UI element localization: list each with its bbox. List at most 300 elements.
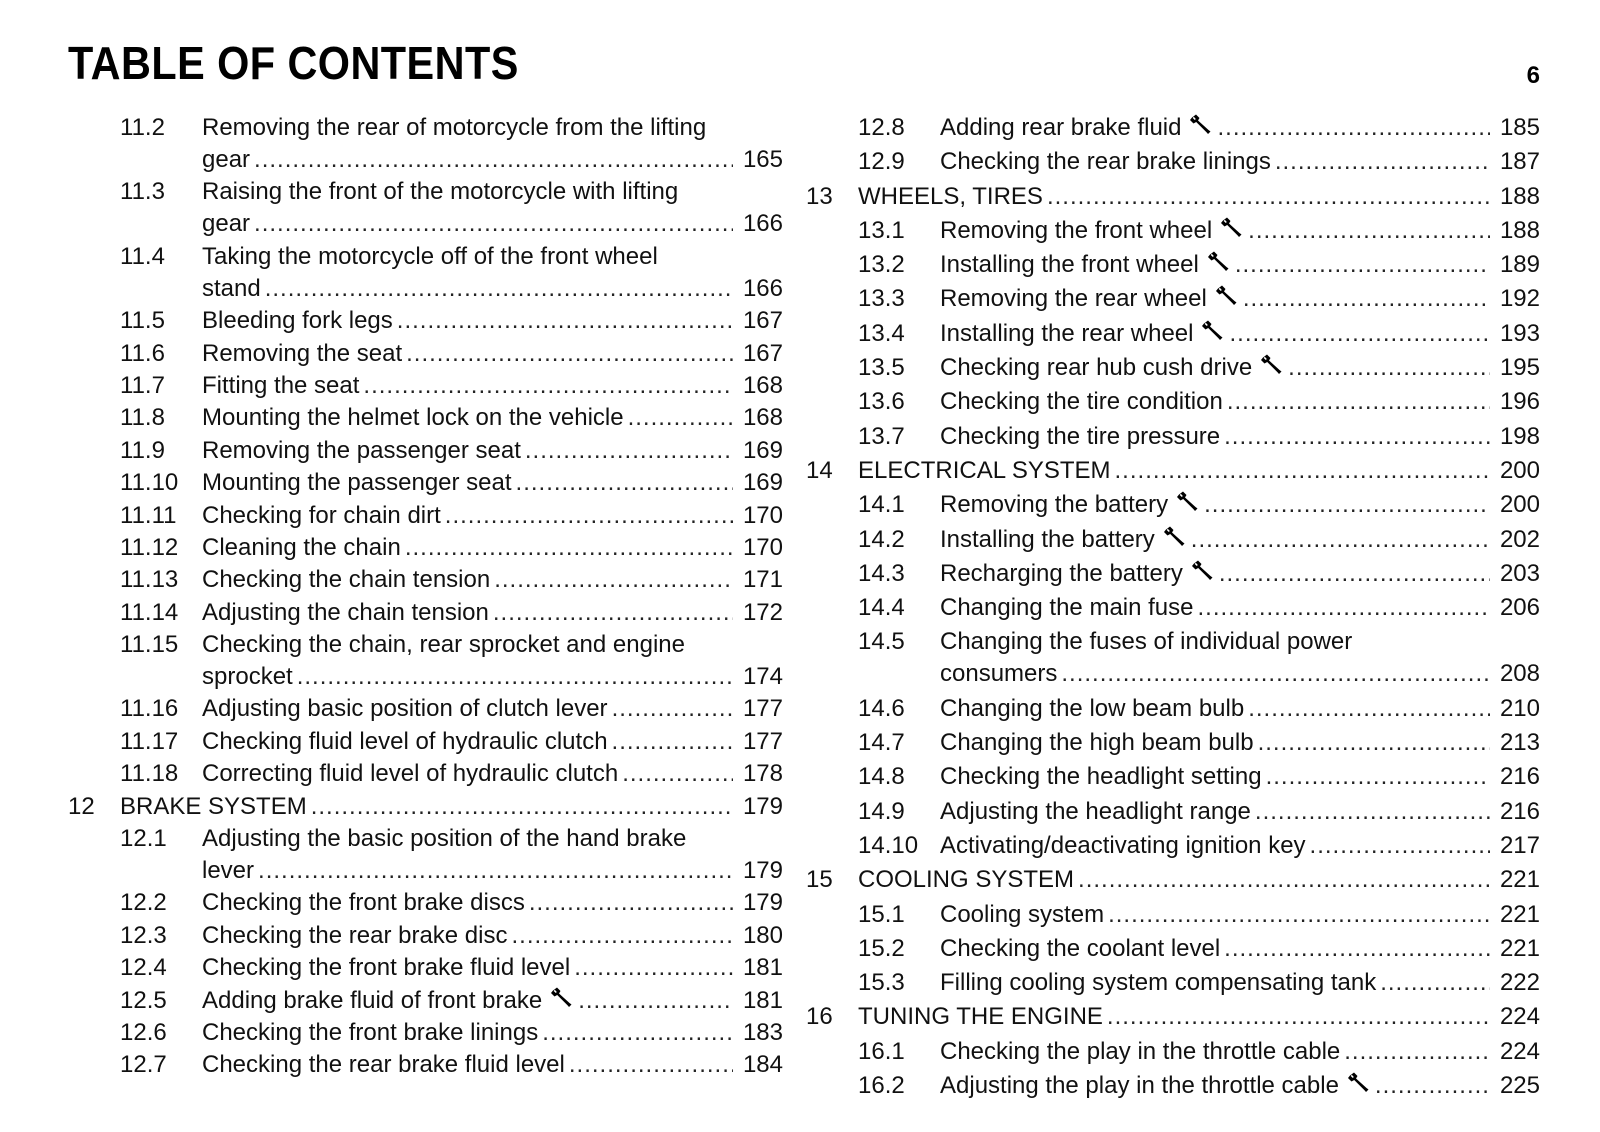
entry-title: Checking the play in the throttle cable: [940, 1037, 1341, 1065]
dot-leader: [1115, 455, 1490, 487]
dot-leader: [254, 208, 733, 240]
entry-page-number[interactable]: 169: [742, 469, 783, 497]
toc-section-entry[interactable]: [806, 796, 1540, 828]
entry-number: 12.8: [858, 114, 905, 141]
entry-body: [202, 823, 783, 887]
entry-page-number[interactable]: 198: [1499, 422, 1540, 450]
entry-number: 14.1: [858, 491, 905, 519]
entry-body: [940, 489, 1540, 521]
entry-page-number[interactable]: 187: [1499, 148, 1540, 176]
dot-leader: [1078, 864, 1490, 896]
entry-number: 13.4: [858, 319, 905, 347]
toc-section-entry[interactable]: [68, 500, 783, 532]
entry-body: [202, 532, 783, 564]
toc-section-entry[interactable]: [68, 338, 783, 370]
dot-leader: [529, 887, 733, 919]
entry-body: [202, 467, 783, 499]
toc-section-entry[interactable]: [806, 318, 1540, 350]
dot-leader: [254, 144, 733, 176]
entry-page-number[interactable]: 202: [1499, 525, 1540, 553]
entry-page-number[interactable]: 168: [742, 371, 783, 399]
entry-page-number[interactable]: 200: [1499, 456, 1540, 484]
entry-body: [202, 597, 783, 629]
entry-title: Correcting fluid level of hydraulic clutch: [202, 760, 619, 788]
toc-section-entry[interactable]: [806, 1036, 1540, 1068]
entry-page-number[interactable]: 224: [1499, 1003, 1540, 1031]
toc-section-entry[interactable]: [68, 467, 783, 499]
entry-line: [940, 626, 1540, 658]
entry-number: 11.11: [120, 501, 177, 529]
toc-section-entry[interactable]: [68, 241, 783, 305]
entry-page-number[interactable]: 216: [1499, 797, 1540, 825]
toc-section-entry[interactable]: [806, 146, 1540, 178]
entry-title: Removing the battery: [940, 491, 1169, 519]
entry-title: Changing the low beam bulb: [940, 694, 1245, 722]
entry-body: [940, 693, 1540, 725]
entry-title: WHEELS, TIRES: [858, 182, 1043, 210]
entry-line: [940, 249, 1540, 281]
entry-title: Raising the front of the motorcycle with lifting: [202, 178, 679, 206]
entry-line: [940, 1070, 1540, 1102]
entry-line: [202, 273, 783, 305]
entry-page-number[interactable]: 196: [1499, 388, 1540, 416]
toc-section-entry[interactable]: [806, 761, 1540, 793]
entry-title: consumers: [940, 660, 1058, 688]
entry-line: [202, 338, 783, 370]
entry-page-number[interactable]: 221: [1499, 934, 1540, 962]
entry-number: 14.2: [858, 525, 905, 553]
entry-page-number[interactable]: 165: [742, 146, 783, 173]
entry-number: 15.2: [858, 934, 905, 962]
entry-title: Adjusting basic position of clutch lever: [202, 695, 608, 723]
entry-number: 14: [806, 456, 833, 484]
toc-section-entry[interactable]: [68, 176, 783, 240]
entry-title: Checking the chain, rear sprocket and engine: [202, 631, 685, 659]
toc-section-entry[interactable]: [68, 112, 783, 176]
dot-leader: [1235, 249, 1490, 281]
entry-body: [940, 249, 1540, 281]
entry-title: Checking the rear brake linings: [940, 148, 1271, 176]
entry-page-number[interactable]: 179: [742, 857, 783, 885]
dot-leader: [1047, 181, 1490, 213]
toc-section-entry[interactable]: [806, 249, 1540, 281]
toc-section-entry[interactable]: [806, 933, 1540, 965]
dot-leader: [1224, 933, 1490, 965]
entry-page-number[interactable]: 185: [1499, 114, 1540, 141]
entry-line: [940, 421, 1540, 453]
entry-title: Recharging the battery: [940, 559, 1183, 587]
entry-title: Removing the rear wheel: [940, 285, 1207, 313]
toc-section-entry[interactable]: [806, 693, 1540, 725]
dot-leader: [1198, 592, 1491, 624]
dot-leader: [363, 370, 733, 402]
entry-body: [940, 1036, 1540, 1068]
toc-section-entry[interactable]: [806, 421, 1540, 453]
entry-page-number[interactable]: 170: [742, 501, 783, 529]
toc-section-entry[interactable]: [68, 370, 783, 402]
entry-body: [202, 920, 783, 952]
wrench-icon: [1220, 216, 1244, 238]
entry-title: Adjusting the play in the throttle cable: [940, 1072, 1339, 1100]
entry-body: [202, 726, 783, 758]
entry-body: [940, 727, 1540, 759]
entry-title: stand: [202, 274, 261, 302]
entry-line: [940, 693, 1540, 725]
toc-chapter-entry[interactable]: [806, 1001, 1540, 1033]
entry-page-number[interactable]: 177: [742, 727, 783, 755]
entry-title: Cleaning the chain: [202, 533, 401, 561]
toc-section-entry[interactable]: [806, 386, 1540, 418]
dot-leader: [265, 273, 733, 305]
entry-line: [940, 761, 1540, 793]
entry-number: 11.13: [120, 566, 179, 594]
entry-number: 14.7: [858, 729, 905, 757]
entry-line: [940, 524, 1540, 556]
entry-line: [858, 864, 1540, 896]
entry-title: Adjusting the basic position of the hand brake: [202, 825, 687, 853]
entry-page-number[interactable]: 180: [742, 921, 783, 949]
entry-body: [858, 455, 1540, 487]
entry-body: [940, 967, 1540, 999]
dot-leader: [1217, 112, 1490, 144]
entry-title: Removing the front wheel: [940, 216, 1213, 244]
entry-line: [202, 564, 783, 596]
wrench-icon: [1347, 1071, 1371, 1093]
entry-number: 11.15: [120, 631, 179, 659]
toc-section-entry[interactable]: [68, 823, 783, 887]
entry-line: [940, 830, 1540, 862]
entry-page-number[interactable]: 181: [742, 986, 783, 1014]
entry-page-number[interactable]: 193: [1499, 319, 1540, 347]
dot-leader: [397, 305, 733, 337]
entry-body: [858, 864, 1540, 896]
entry-title: Mounting the helmet lock on the vehicle: [202, 404, 624, 432]
entry-title: Mounting the passenger seat: [202, 469, 512, 497]
entry-body: [940, 830, 1540, 862]
entry-body: [940, 899, 1540, 931]
entry-line: [940, 899, 1540, 931]
entry-page-number[interactable]: 210: [1499, 694, 1540, 722]
entry-title: sprocket: [202, 663, 293, 691]
toc-section-entry[interactable]: [806, 352, 1540, 384]
entry-number: 15.1: [858, 900, 905, 928]
entry-body: [202, 305, 783, 337]
toc-section-entry[interactable]: [806, 727, 1540, 759]
entry-title: Changing the high beam bulb: [940, 729, 1254, 757]
entry-line: [858, 1001, 1540, 1033]
entry-page-number[interactable]: 224: [1499, 1037, 1540, 1065]
entry-title: Changing the fuses of individual power: [940, 628, 1353, 656]
entry-line: [202, 435, 783, 467]
entry-line: [202, 661, 783, 693]
entry-number: 12.7: [120, 1051, 167, 1079]
entry-page-number[interactable]: 177: [742, 695, 783, 723]
entry-page-number[interactable]: 221: [1499, 900, 1540, 928]
entry-number: 11.8: [120, 404, 165, 432]
entry-page-number[interactable]: 167: [742, 339, 783, 367]
entry-title: Checking the front brake linings: [202, 1018, 539, 1046]
entry-page-number[interactable]: 183: [742, 1018, 783, 1046]
entry-line: [202, 597, 783, 629]
entry-page-number[interactable]: 203: [1499, 559, 1540, 587]
entry-line: [940, 112, 1540, 144]
entry-title: Installing the front wheel: [940, 251, 1199, 279]
entry-body: [202, 402, 783, 434]
entry-line: [940, 658, 1540, 690]
entry-line: [202, 532, 783, 564]
entry-page-number[interactable]: 192: [1499, 285, 1540, 313]
toc-section-entry[interactable]: [68, 1017, 783, 1049]
toc-chapter-entry[interactable]: [806, 864, 1540, 896]
entry-page-number[interactable]: 170: [742, 533, 783, 561]
entry-title: Checking the front brake discs: [202, 889, 525, 917]
entry-title: Checking the chain tension: [202, 566, 491, 594]
entry-line: [202, 208, 783, 240]
entry-title: Installing the rear wheel: [940, 319, 1194, 347]
entry-title: Checking fluid level of hydraulic clutch: [202, 727, 608, 755]
wrench-icon: [1189, 113, 1213, 135]
entry-body: [940, 796, 1540, 828]
toc-section-entry[interactable]: [68, 629, 783, 693]
entry-line: [202, 500, 783, 532]
dot-leader: [1310, 830, 1490, 862]
wrench-icon: [1176, 490, 1200, 512]
entry-page-number[interactable]: 206: [1499, 594, 1540, 622]
entry-body: [202, 338, 783, 370]
entry-number: 16.1: [858, 1037, 905, 1065]
entry-body: [120, 791, 783, 823]
entry-number: 15.3: [858, 969, 905, 997]
entry-body: [202, 1017, 783, 1049]
entry-body: [202, 758, 783, 790]
entry-number: 11.4: [120, 242, 165, 270]
entry-number: 11.18: [120, 760, 179, 788]
entry-page-number[interactable]: 222: [1499, 969, 1540, 997]
entry-page-number[interactable]: 188: [1499, 182, 1540, 210]
entry-number: 15: [806, 866, 833, 894]
entry-number: 11.2: [120, 114, 165, 141]
entry-body: [940, 592, 1540, 624]
entry-number: 14.9: [858, 797, 905, 825]
entry-page-number[interactable]: 184: [742, 1051, 783, 1079]
dot-leader: [574, 952, 733, 984]
entry-line: [202, 887, 783, 919]
entry-page-number[interactable]: 178: [742, 760, 783, 788]
dot-leader: [1248, 215, 1490, 247]
entry-page-number[interactable]: 168: [742, 404, 783, 432]
entry-body: [940, 421, 1540, 453]
entry-line: [202, 952, 783, 984]
dot-leader: [311, 791, 733, 823]
dot-leader: [1255, 796, 1490, 828]
dot-leader: [612, 726, 733, 758]
entry-body: [940, 215, 1540, 247]
toc-section-entry[interactable]: [806, 967, 1540, 999]
toc-section-entry[interactable]: [68, 564, 783, 596]
entry-page-number[interactable]: 200: [1499, 491, 1540, 519]
toc-section-entry[interactable]: [806, 558, 1540, 590]
toc-section-entry[interactable]: [806, 215, 1540, 247]
page-number: 6: [1526, 62, 1540, 89]
entry-line: [202, 985, 783, 1017]
entry-number: 11.6: [120, 339, 165, 367]
entry-number: 14.8: [858, 763, 905, 791]
toc-section-entry[interactable]: [806, 112, 1540, 144]
toc-section-entry[interactable]: [806, 592, 1540, 624]
entry-number: 12: [68, 792, 95, 820]
entry-line: [940, 489, 1540, 521]
dot-leader: [1288, 352, 1490, 384]
dot-leader: [1224, 421, 1490, 453]
entry-title: Checking the coolant level: [940, 934, 1221, 962]
entry-title: Removing the seat: [202, 339, 403, 367]
dot-leader: [1248, 693, 1490, 725]
entry-line: [202, 693, 783, 725]
toc-section-entry[interactable]: [806, 283, 1540, 315]
toc-section-entry[interactable]: [806, 489, 1540, 521]
entry-body: [202, 500, 783, 532]
entry-line: [202, 305, 783, 337]
toc-section-entry[interactable]: [68, 597, 783, 629]
entry-line: [202, 1049, 783, 1081]
dot-leader: [569, 1049, 733, 1081]
dot-leader: [445, 500, 733, 532]
entry-page-number[interactable]: 189: [1499, 251, 1540, 279]
entry-page-number[interactable]: 172: [742, 598, 783, 626]
toc-section-entry[interactable]: [68, 758, 783, 790]
entry-page-number[interactable]: 181: [742, 954, 783, 982]
entry-line: [940, 592, 1540, 624]
toc-section-entry[interactable]: [68, 305, 783, 337]
toc-section-entry[interactable]: [68, 920, 783, 952]
entry-line: [202, 1017, 783, 1049]
entry-line: [202, 467, 783, 499]
toc-section-entry[interactable]: [68, 402, 783, 434]
entry-page-number[interactable]: 221: [1499, 866, 1540, 894]
dot-leader: [516, 467, 733, 499]
toc-section-entry[interactable]: [806, 524, 1540, 556]
entry-body: [940, 626, 1540, 690]
toc-section-entry[interactable]: [68, 693, 783, 725]
toc-section-entry[interactable]: [806, 830, 1540, 862]
entry-page-number[interactable]: 174: [742, 663, 783, 691]
dot-leader: [1380, 967, 1490, 999]
dot-leader: [1344, 1036, 1490, 1068]
entry-number: 12.9: [858, 148, 905, 176]
wrench-icon: [1215, 284, 1239, 306]
entry-number: 12.4: [120, 954, 167, 982]
entry-number: 11.3: [120, 178, 165, 206]
entry-page-number[interactable]: 167: [742, 307, 783, 335]
toc-section-entry[interactable]: [68, 435, 783, 467]
entry-number: 16: [806, 1003, 833, 1031]
toc-section-entry[interactable]: [68, 532, 783, 564]
entry-title: Activating/deactivating ignition key: [940, 831, 1306, 859]
entry-line: [940, 318, 1540, 350]
toc-section-entry[interactable]: [68, 887, 783, 919]
toc-section-entry[interactable]: [68, 952, 783, 984]
entry-line: [940, 352, 1540, 384]
toc-chapter-entry[interactable]: [806, 455, 1540, 487]
entry-number: 13: [806, 182, 833, 210]
entry-page-number[interactable]: 216: [1499, 763, 1540, 791]
entry-page-number[interactable]: 179: [742, 792, 783, 820]
toc-chapter-entry[interactable]: [806, 181, 1540, 213]
dot-leader: [406, 338, 733, 370]
dot-leader: [542, 1017, 733, 1049]
entry-title: Checking the front brake fluid level: [202, 954, 571, 982]
entry-title: Removing the rear of motorcycle from the lifting: [202, 114, 707, 141]
entry-number: 11.12: [120, 533, 179, 561]
dot-leader: [1108, 899, 1490, 931]
entry-number: 14.10: [858, 831, 919, 859]
entry-page-number[interactable]: 171: [742, 566, 783, 594]
toc-section-entry[interactable]: [806, 899, 1540, 931]
toc-chapter-entry[interactable]: [68, 791, 783, 823]
entry-body: [940, 318, 1540, 350]
dot-leader: [578, 985, 733, 1017]
dot-leader: [525, 435, 733, 467]
entry-page-number[interactable]: 208: [1499, 660, 1540, 688]
entry-title: TUNING THE ENGINE: [858, 1003, 1103, 1031]
entry-line: [202, 241, 783, 273]
dot-leader: [1258, 727, 1490, 759]
entry-body: [940, 283, 1540, 315]
toc-column-left: [68, 112, 783, 1082]
entry-line: [202, 112, 783, 144]
entry-line: [202, 370, 783, 402]
entry-page-number[interactable]: 188: [1499, 216, 1540, 244]
entry-line: [940, 933, 1540, 965]
toc-section-entry[interactable]: [68, 1049, 783, 1081]
toc-section-entry[interactable]: [806, 1070, 1540, 1102]
entry-number: 11.16: [120, 695, 179, 723]
entry-body: [940, 524, 1540, 556]
entry-page-number[interactable]: 217: [1499, 831, 1540, 859]
dot-leader: [494, 564, 733, 596]
dot-leader: [1243, 283, 1490, 315]
entry-page-number[interactable]: 166: [742, 274, 783, 302]
entry-page-number[interactable]: 166: [742, 210, 783, 238]
entry-number: 11.7: [120, 371, 165, 399]
toc-section-entry[interactable]: [68, 985, 783, 1017]
entry-number: 12.2: [120, 889, 167, 917]
entry-number: 12.5: [120, 986, 167, 1014]
entry-line: [202, 823, 783, 855]
toc-section-entry[interactable]: [68, 726, 783, 758]
entry-page-number[interactable]: 169: [742, 436, 783, 464]
entry-title: Removing the passenger seat: [202, 436, 521, 464]
toc-section-entry[interactable]: [806, 626, 1540, 690]
entry-line: [202, 176, 783, 208]
dot-leader: [405, 532, 733, 564]
entry-body: [858, 181, 1540, 213]
entry-body: [940, 558, 1540, 590]
entry-page-number[interactable]: 213: [1499, 729, 1540, 757]
entry-title: Checking the tire pressure: [940, 422, 1221, 450]
entry-number: 14.4: [858, 594, 905, 622]
entry-page-number[interactable]: 179: [742, 889, 783, 917]
entry-page-number[interactable]: 225: [1499, 1072, 1540, 1100]
dot-leader: [1266, 761, 1490, 793]
entry-title: Checking the rear brake fluid level: [202, 1051, 565, 1079]
dot-leader: [1191, 524, 1490, 556]
entry-page-number[interactable]: 195: [1499, 354, 1540, 382]
entry-line: [202, 402, 783, 434]
entry-number: 13.2: [858, 251, 905, 279]
entry-number: 14.3: [858, 559, 905, 587]
entry-line: [202, 629, 783, 661]
